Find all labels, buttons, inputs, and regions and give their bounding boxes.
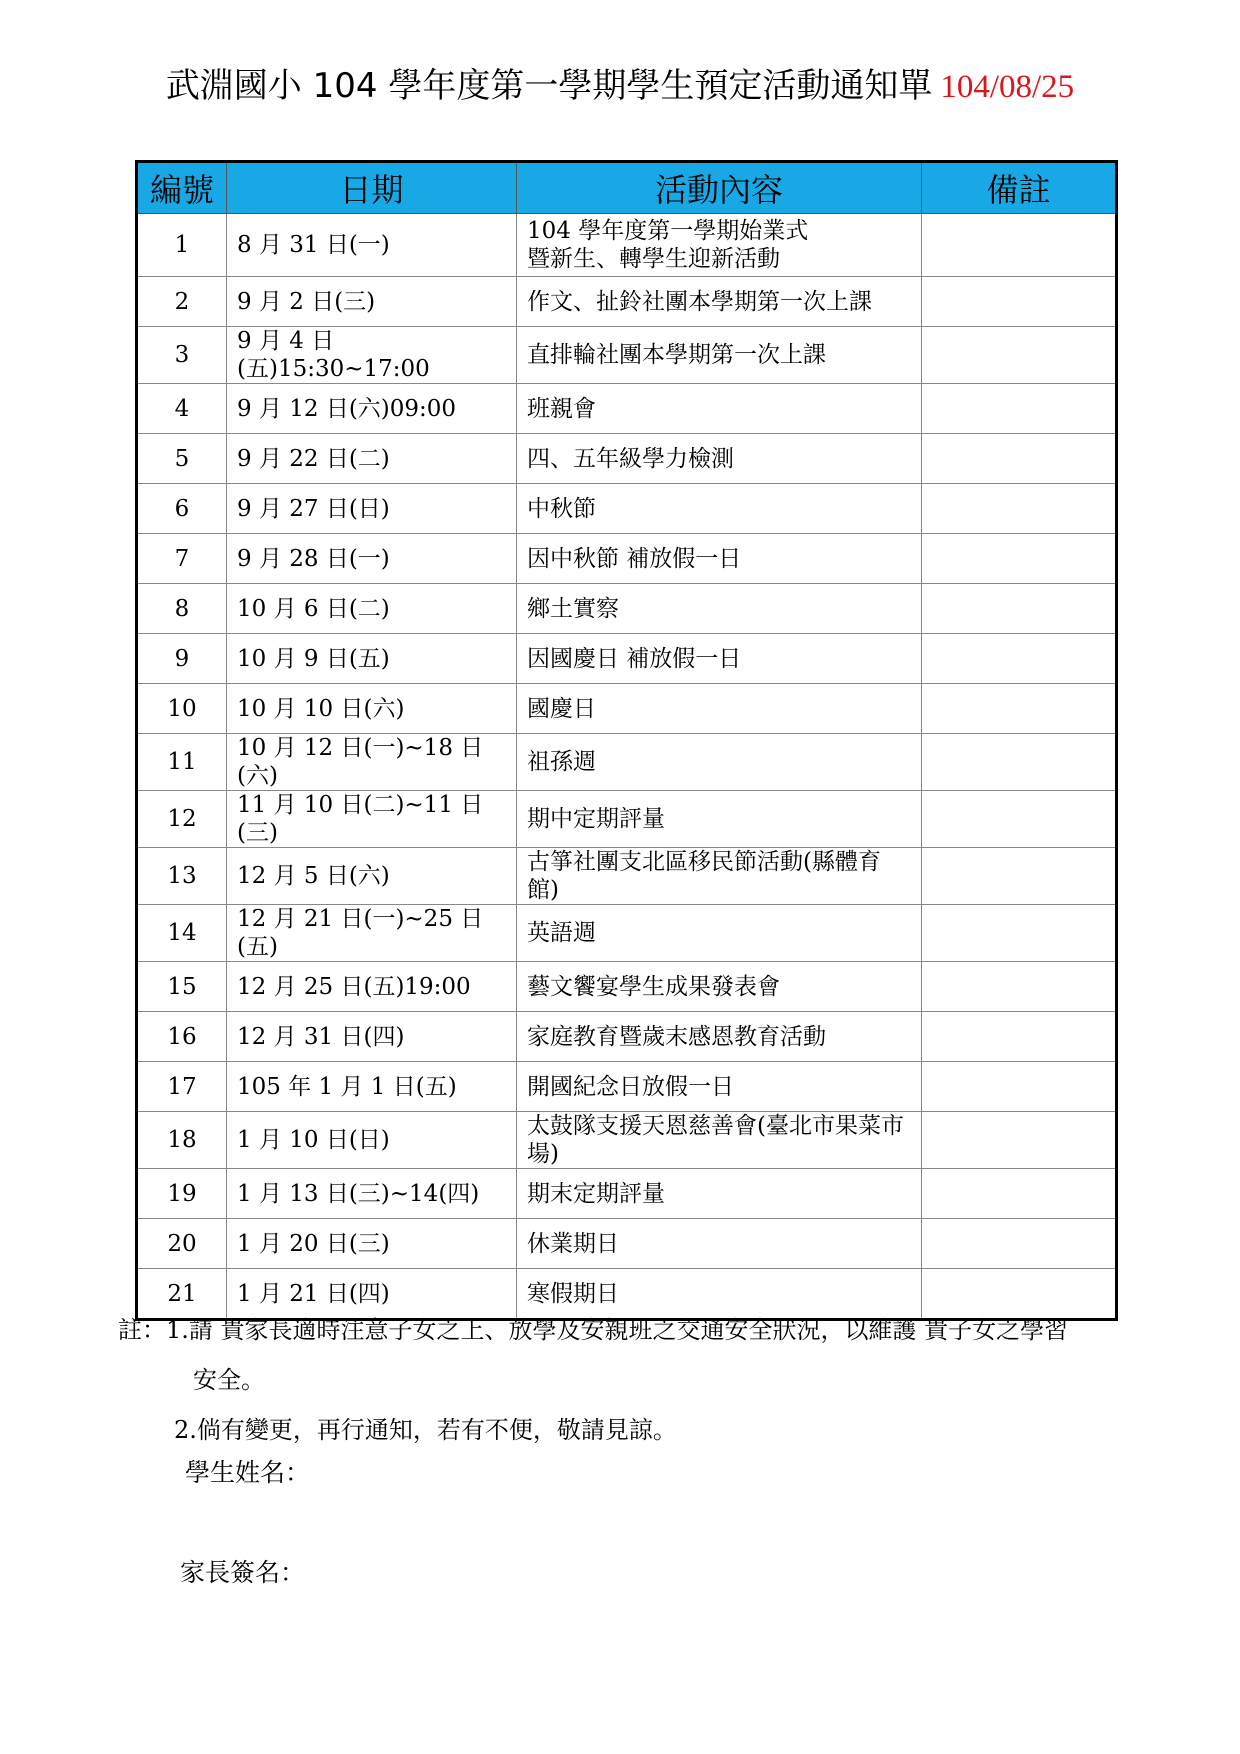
row-remark <box>922 484 1117 534</box>
header-remark: 備註 <box>922 162 1117 214</box>
table-row <box>137 684 1117 734</box>
row-activity: 寒假期日 <box>517 1269 922 1320</box>
table-row <box>137 1219 1117 1269</box>
row-no: 4 <box>137 384 227 434</box>
note-1: 註：1.請 貴家長適時注意子女之上、放學及安親班之交通安全狀況，以維護 貴子女之學習 <box>118 1316 1069 1344</box>
table-row <box>137 905 1117 962</box>
row-activity: 期末定期評量 <box>517 1169 922 1219</box>
table-row <box>137 214 1117 277</box>
row-date: 9 月 22 日(二) <box>227 434 517 484</box>
row-remark <box>922 634 1117 684</box>
row-date: 10 月 9 日(五) <box>227 634 517 684</box>
row-remark <box>922 214 1117 277</box>
row-date: 12 月 5 日(六) <box>227 848 517 905</box>
schedule-table <box>135 160 1118 1321</box>
row-date: 105 年 1 月 1 日(五) <box>227 1062 517 1112</box>
table-header-row <box>137 162 1117 214</box>
row-no: 11 <box>137 734 227 791</box>
title-main: 武淵國小 104 學年度第一學期學生預定活動通知單 <box>165 66 933 106</box>
row-date: 1 月 20 日(三) <box>227 1219 517 1269</box>
header-no: 編號 <box>137 162 227 214</box>
row-no: 3 <box>137 327 227 384</box>
notes <box>118 1305 1128 1455</box>
row-remark <box>922 384 1117 434</box>
row-date: 12 月 31 日(四) <box>227 1012 517 1062</box>
row-no: 20 <box>137 1219 227 1269</box>
row-activity: 因中秋節 補放假一日 <box>517 534 922 584</box>
row-date: 8 月 31 日(一) <box>227 214 517 277</box>
row-no: 17 <box>137 1062 227 1112</box>
row-remark <box>922 277 1117 327</box>
title-date: 104/08/25 <box>940 69 1075 105</box>
row-activity: 四、五年級學力檢測 <box>517 434 922 484</box>
row-activity: 班親會 <box>517 384 922 434</box>
row-activity: 期中定期評量 <box>517 791 922 848</box>
row-remark <box>922 1012 1117 1062</box>
row-date: 12 月 21 日(一)~25 日(五) <box>227 905 517 962</box>
table-row <box>137 1112 1117 1169</box>
row-activity-line2: 暨新生、轉學生迎新活動 <box>527 246 780 272</box>
note-1-continuation: 安全。 <box>193 1366 265 1394</box>
table-row <box>137 1062 1117 1112</box>
row-no: 2 <box>137 277 227 327</box>
parent-signature-label: 家長簽名： <box>180 1558 306 1587</box>
row-activity: 藝文饗宴學生成果發表會 <box>517 962 922 1012</box>
row-date: 10 月 6 日(二) <box>227 584 517 634</box>
row-no: 6 <box>137 484 227 534</box>
row-remark <box>922 1169 1117 1219</box>
row-activity: 開國紀念日放假一日 <box>517 1062 922 1112</box>
table-row <box>137 962 1117 1012</box>
row-activity: 因國慶日 補放假一日 <box>517 634 922 684</box>
row-remark <box>922 327 1117 384</box>
row-no: 5 <box>137 434 227 484</box>
row-date: 9 月 27 日(日) <box>227 484 517 534</box>
row-no: 8 <box>137 584 227 634</box>
row-date: 11 月 10 日(二)~11 日(三) <box>227 791 517 848</box>
table-row <box>137 484 1117 534</box>
row-date: 1 月 21 日(四) <box>227 1269 517 1320</box>
table-row <box>137 277 1117 327</box>
row-date: 12 月 25 日(五)19:00 <box>227 962 517 1012</box>
row-date: 9 月 12 日(六)09:00 <box>227 384 517 434</box>
row-no: 19 <box>137 1169 227 1219</box>
table-row <box>137 1169 1117 1219</box>
row-activity: 鄉土實察 <box>517 584 922 634</box>
row-date: 10 月 12 日(一)~18 日(六) <box>227 734 517 791</box>
table-row <box>137 791 1117 848</box>
row-activity: 作文、扯鈴社團本學期第一次上課 <box>517 277 922 327</box>
row-date: 1 月 13 日(三)~14(四) <box>227 1169 517 1219</box>
row-activity: 直排輪社團本學期第一次上課 <box>517 327 922 384</box>
page-title <box>0 62 1240 111</box>
table-row <box>137 434 1117 484</box>
row-remark <box>922 684 1117 734</box>
row-remark <box>922 848 1117 905</box>
table-row <box>137 327 1117 384</box>
table-row <box>137 534 1117 584</box>
row-date: 10 月 10 日(六) <box>227 684 517 734</box>
row-no: 1 <box>137 214 227 277</box>
row-activity: 太鼓隊支援天恩慈善會(臺北市果菜市場) <box>517 1112 922 1169</box>
row-no: 12 <box>137 791 227 848</box>
row-no: 14 <box>137 905 227 962</box>
row-activity: 中秋節 <box>517 484 922 534</box>
row-activity: 休業期日 <box>517 1219 922 1269</box>
row-activity-line1: 104 學年度第一學期始業式 <box>527 218 809 244</box>
table-row <box>137 634 1117 684</box>
row-remark <box>922 434 1117 484</box>
table-row <box>137 734 1117 791</box>
row-activity: 古箏社團支北區移民節活動(縣體育館) <box>517 848 922 905</box>
table-row <box>137 384 1117 434</box>
row-date: 1 月 10 日(日) <box>227 1112 517 1169</box>
row-remark <box>922 1112 1117 1169</box>
row-remark <box>922 962 1117 1012</box>
row-no: 21 <box>137 1269 227 1320</box>
row-remark <box>922 734 1117 791</box>
row-no: 16 <box>137 1012 227 1062</box>
row-remark <box>922 905 1117 962</box>
row-no: 9 <box>137 634 227 684</box>
row-remark <box>922 534 1117 584</box>
row-activity <box>517 214 922 277</box>
row-activity: 國慶日 <box>517 684 922 734</box>
row-no: 10 <box>137 684 227 734</box>
row-remark <box>922 1219 1117 1269</box>
row-remark <box>922 1062 1117 1112</box>
row-remark <box>922 791 1117 848</box>
row-activity: 家庭教育暨歲末感恩教育活動 <box>517 1012 922 1062</box>
row-date: 9 月 4 日(五)15:30~17:00 <box>227 327 517 384</box>
row-date: 9 月 2 日(三) <box>227 277 517 327</box>
row-activity: 英語週 <box>517 905 922 962</box>
table-row <box>137 584 1117 634</box>
row-activity: 祖孫週 <box>517 734 922 791</box>
row-no: 13 <box>137 848 227 905</box>
row-no: 18 <box>137 1112 227 1169</box>
student-name-label: 學生姓名： <box>185 1458 311 1487</box>
table-row <box>137 848 1117 905</box>
header-activity: 活動內容 <box>517 162 922 214</box>
table-row <box>137 1012 1117 1062</box>
row-remark <box>922 584 1117 634</box>
note-2: 2.倘有變更，再行通知，若有不便，敬請見諒。 <box>174 1416 677 1444</box>
row-no: 15 <box>137 962 227 1012</box>
header-date: 日期 <box>227 162 517 214</box>
row-date: 9 月 28 日(一) <box>227 534 517 584</box>
row-no: 7 <box>137 534 227 584</box>
